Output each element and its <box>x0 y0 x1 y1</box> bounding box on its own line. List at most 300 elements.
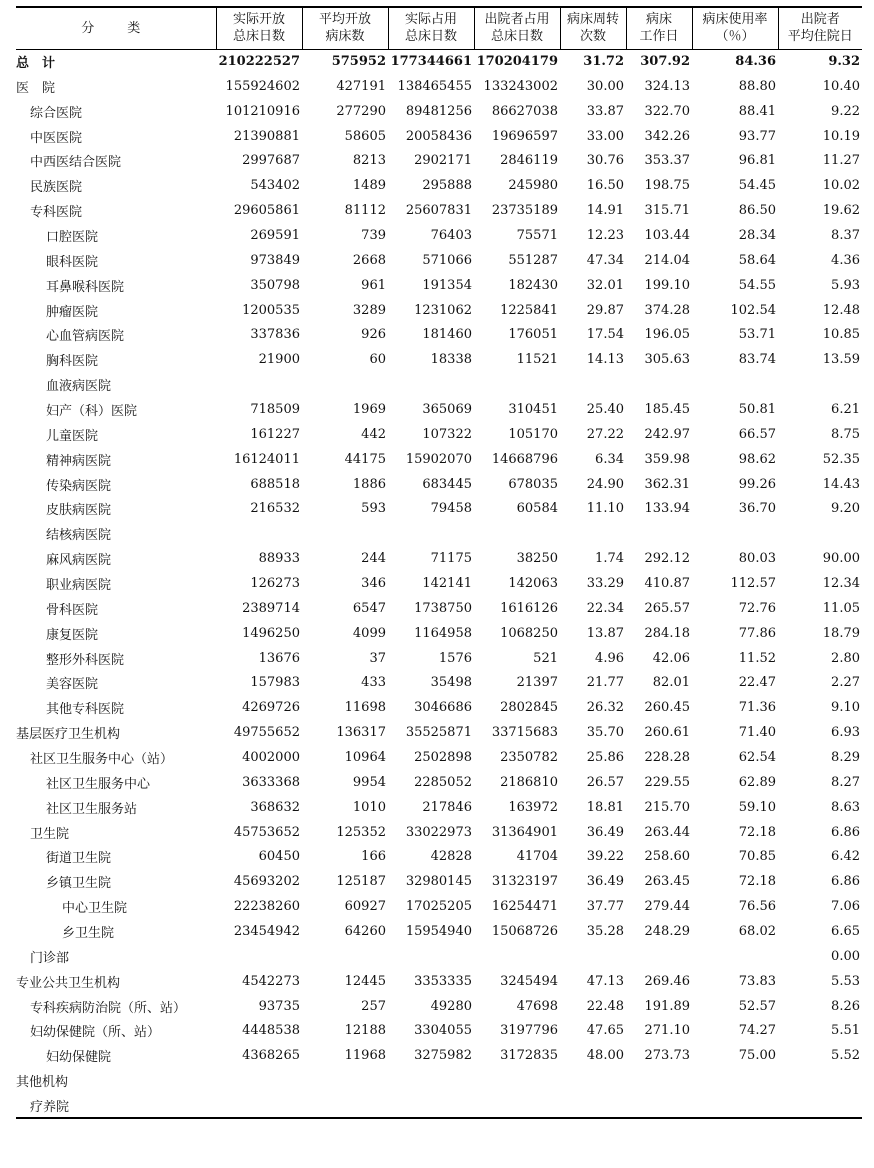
bed-turnover-cell <box>560 372 626 397</box>
hospital-bed-statistics-table <box>16 6 862 1119</box>
header-line: 实际开放 <box>232 12 285 28</box>
discharged-occupied-bed-days-cell: 47698 <box>516 998 558 1014</box>
bed-utilization-rate-cell <box>692 1068 778 1093</box>
actual-occupied-bed-days-cell <box>388 1093 474 1118</box>
bed-utilization-rate-cell: 54.55 <box>738 277 776 293</box>
discharged-occupied-bed-days-cell: 2846119 <box>500 153 558 169</box>
actual-open-bed-days-cell: 1496250 <box>242 625 300 641</box>
category-name: 民族医院 <box>30 180 83 196</box>
table-row <box>16 298 862 323</box>
actual-open-bed-days-cell: 45693202 <box>233 874 300 890</box>
table-row <box>16 173 862 198</box>
bed-working-days-cell: 103.44 <box>644 227 690 243</box>
avg-stay-days-cell: 9.20 <box>831 501 860 517</box>
discharged-occupied-bed-days-cell: 521 <box>533 650 558 666</box>
actual-open-bed-days-cell: 337836 <box>250 327 300 343</box>
actual-open-bed-days-cell: 49755652 <box>233 725 300 741</box>
bed-turnover-cell: 14.91 <box>586 203 624 219</box>
actual-occupied-bed-days-cell: 2902171 <box>414 153 472 169</box>
avg-stay-days-cell: 7.06 <box>831 899 860 915</box>
table-row <box>16 148 862 173</box>
actual-open-bed-days-cell: 101210916 <box>225 103 300 119</box>
bed-turnover-cell: 32.01 <box>586 277 624 293</box>
actual-open-bed-days-cell: 973849 <box>250 252 300 268</box>
category-name: 美容医院 <box>46 677 99 693</box>
avg-stay-days-cell: 11.05 <box>822 600 860 616</box>
table-row <box>16 820 862 845</box>
table-row <box>16 223 862 248</box>
bed-working-days-cell: 263.45 <box>644 874 690 890</box>
category-name: 皮肤病医院 <box>46 503 112 519</box>
avg-open-beds-cell: 11698 <box>344 700 386 716</box>
category-name: 结核病医院 <box>46 528 112 544</box>
table-row <box>16 994 862 1019</box>
actual-open-bed-days-cell: 21900 <box>258 352 300 368</box>
actual-open-bed-days-cell: 718509 <box>250 401 300 417</box>
table-row <box>16 99 862 124</box>
actual-occupied-bed-days-cell <box>388 372 474 397</box>
bed-working-days-cell <box>626 1093 692 1118</box>
bed-turnover-cell: 12.23 <box>586 227 624 243</box>
discharged-occupied-bed-days-cell: 176051 <box>508 327 558 343</box>
bed-turnover-cell: 26.57 <box>586 774 624 790</box>
bed-working-days-cell: 199.10 <box>644 277 690 293</box>
bed-turnover-cell: 16.50 <box>586 178 624 194</box>
bed-utilization-rate-cell: 72.18 <box>738 874 776 890</box>
bed-utilization-rate-cell: 112.57 <box>730 575 776 591</box>
actual-occupied-bed-days-cell: 32980145 <box>405 874 472 890</box>
actual-open-bed-days-cell: 4002000 <box>242 749 300 765</box>
actual-occupied-bed-days-cell: 295888 <box>422 178 472 194</box>
table-row <box>16 720 862 745</box>
actual-open-bed-days-cell: 2997687 <box>242 153 300 169</box>
bed-working-days-cell: 214.04 <box>644 252 690 268</box>
avg-open-beds-cell: 136317 <box>336 725 386 741</box>
category-name: 心血管病医院 <box>46 329 125 345</box>
table-row <box>16 894 862 919</box>
actual-occupied-bed-days-cell: 15954940 <box>405 924 472 939</box>
discharged-occupied-bed-days-cell: 33715683 <box>491 725 558 741</box>
avg-stay-days-cell: 13.59 <box>822 352 860 368</box>
header-line: 总床日数 <box>232 29 285 45</box>
bed-working-days-cell: 307.92 <box>640 54 690 70</box>
actual-occupied-bed-days-cell: 33022973 <box>405 824 472 840</box>
bed-utilization-rate-cell: 36.70 <box>738 501 776 517</box>
bed-utilization-rate-cell: 84.36 <box>735 54 776 70</box>
avg-open-beds-cell: 1969 <box>352 401 386 417</box>
table-row <box>16 496 862 521</box>
actual-open-bed-days-cell: 45753652 <box>233 824 300 840</box>
category-header <box>16 7 216 49</box>
bed-utilization-rate-cell: 75.00 <box>738 1048 776 1064</box>
avg-stay-days-cell: 8.63 <box>831 799 860 815</box>
bed-utilization-rate-cell <box>692 372 778 397</box>
actual-occupied-bed-days-cell <box>388 1068 474 1093</box>
bed-turnover-cell: 27.22 <box>586 426 624 442</box>
header-line: （％） <box>715 29 755 45</box>
table-row <box>16 1019 862 1044</box>
discharged-occupied-bed-days-cell: 3172835 <box>500 1048 558 1064</box>
avg-open-beds-cell: 9954 <box>352 774 386 790</box>
avg-stay-days-cell: 5.51 <box>831 1023 860 1039</box>
discharged-occupied-bed-days-cell: 60584 <box>516 501 558 517</box>
actual-open-bed-days-cell: 155924602 <box>225 78 300 94</box>
table-header-row <box>16 7 862 49</box>
table-row <box>16 198 862 223</box>
bed-turnover-cell: 29.87 <box>586 302 624 318</box>
discharged-occupied-bed-days-cell <box>474 521 560 546</box>
bed-utilization-rate-cell: 98.62 <box>738 451 776 467</box>
discharged-occupied-bed-days-cell: 3245494 <box>500 973 558 989</box>
avg-open-beds-cell: 257 <box>361 998 386 1014</box>
actual-open-bed-days-cell: 23454942 <box>233 924 300 939</box>
actual-occupied-bed-days-cell: 15902070 <box>405 451 472 467</box>
bed-working-days-cell: 229.55 <box>644 774 690 790</box>
avg-stay-days-cell: 0.00 <box>831 948 860 964</box>
table-row <box>16 745 862 770</box>
bed-turnover-cell: 35.70 <box>586 725 624 741</box>
bed-working-days-cell: 362.31 <box>644 476 690 492</box>
bed-utilization-rate-cell <box>692 944 778 969</box>
category-name: 胸科医院 <box>46 354 99 370</box>
actual-open-bed-days-cell: 368632 <box>250 799 300 815</box>
avg-open-beds-header <box>302 7 388 49</box>
actual-open-bed-days-cell: 93735 <box>258 998 300 1014</box>
bed-turnover-cell: 17.54 <box>586 327 624 343</box>
avg-open-beds-cell: 81112 <box>344 203 386 219</box>
table-row <box>16 1068 862 1093</box>
discharged-occupied-bed-days-cell: 142063 <box>508 575 558 591</box>
avg-stay-days-cell: 5.93 <box>831 277 860 293</box>
category-name: 医 院 <box>16 80 56 96</box>
avg-stay-days-cell: 5.53 <box>831 973 860 989</box>
table-row <box>16 422 862 447</box>
avg-open-beds-cell: 427191 <box>336 78 386 94</box>
bed-utilization-rate-cell: 53.71 <box>738 327 776 343</box>
discharged-occupied-bed-days-cell: 163972 <box>508 799 558 815</box>
avg-stay-days-cell <box>778 1093 862 1118</box>
bed-turnover-cell: 31.72 <box>583 54 624 70</box>
bed-turnover-cell: 13.87 <box>586 625 624 641</box>
actual-occupied-bed-days-header <box>388 7 474 49</box>
avg-stay-days-cell: 9.32 <box>828 54 860 70</box>
avg-stay-days-cell: 8.29 <box>831 749 860 765</box>
avg-stay-days-cell: 6.93 <box>831 725 860 741</box>
bed-utilization-rate-cell: 88.41 <box>738 103 776 119</box>
bed-utilization-rate-header <box>692 7 778 49</box>
actual-open-bed-days-cell: 21390881 <box>233 128 300 144</box>
avg-stay-days-cell: 10.40 <box>822 78 860 94</box>
bed-working-days-cell: 258.60 <box>644 849 690 865</box>
bed-turnover-cell: 18.81 <box>586 799 624 815</box>
avg-open-beds-cell: 11968 <box>344 1048 386 1064</box>
actual-open-bed-days-cell: 210222527 <box>218 54 300 70</box>
category-name: 妇幼保健院（所、站） <box>30 1025 161 1041</box>
category-name: 口腔医院 <box>46 229 99 245</box>
table-row <box>16 273 862 298</box>
avg-open-beds-cell: 125352 <box>336 824 386 840</box>
avg-stay-days-cell: 6.86 <box>831 874 860 890</box>
discharged-occupied-bed-days-cell: 1616126 <box>500 600 558 616</box>
avg-open-beds-cell: 6547 <box>352 600 386 616</box>
bed-utilization-rate-cell: 50.81 <box>738 401 776 417</box>
actual-occupied-bed-days-cell: 49280 <box>430 998 472 1014</box>
table-row <box>16 347 862 372</box>
avg-open-beds-cell: 37 <box>369 650 386 666</box>
avg-stay-days-cell: 6.86 <box>831 824 860 840</box>
table-row <box>16 1043 862 1068</box>
avg-stay-days-cell: 12.48 <box>822 302 860 318</box>
discharged-occupied-bed-days-cell: 182430 <box>508 277 558 293</box>
actual-occupied-bed-days-cell: 35498 <box>430 675 472 691</box>
bed-turnover-cell: 25.40 <box>586 401 624 417</box>
bed-utilization-rate-cell <box>692 1093 778 1118</box>
avg-open-beds-cell <box>302 944 388 969</box>
category-name: 专科医院 <box>30 205 83 221</box>
actual-open-bed-days-cell: 126273 <box>250 575 300 591</box>
bed-turnover-cell <box>560 521 626 546</box>
category-name: 社区卫生服务中心 <box>46 776 151 792</box>
bed-utilization-rate-cell: 54.45 <box>738 178 776 194</box>
actual-occupied-bed-days-cell: 71175 <box>430 551 472 567</box>
bed-utilization-rate-cell: 72.76 <box>738 600 776 616</box>
bed-working-days-cell: 410.87 <box>644 575 690 591</box>
bed-turnover-cell: 22.34 <box>586 600 624 616</box>
avg-open-beds-cell: 166 <box>361 849 386 865</box>
table-row <box>16 322 862 347</box>
table-row <box>16 124 862 149</box>
table-row <box>16 521 862 546</box>
bed-utilization-rate-cell <box>692 521 778 546</box>
bed-utilization-rate-cell: 71.36 <box>738 700 776 716</box>
table-row <box>16 596 862 621</box>
bed-working-days-cell: 260.45 <box>644 700 690 716</box>
bed-turnover-cell: 30.00 <box>586 78 624 94</box>
bed-working-days-cell: 228.28 <box>644 749 690 765</box>
bed-utilization-rate-cell: 83.74 <box>738 352 776 368</box>
table-row <box>16 845 862 870</box>
header-line: 实际占用 <box>404 12 457 28</box>
category-name: 乡镇卫生院 <box>46 876 112 892</box>
avg-open-beds-cell: 3289 <box>352 302 386 318</box>
avg-stay-days-cell: 10.19 <box>822 128 860 144</box>
header-line: 工作日 <box>639 29 679 45</box>
avg-open-beds-cell: 926 <box>361 327 386 343</box>
actual-open-bed-days-cell: 269591 <box>250 227 300 243</box>
bed-turnover-cell: 6.34 <box>595 451 624 467</box>
table-row <box>16 546 862 571</box>
actual-occupied-bed-days-cell: 35525871 <box>405 725 472 741</box>
actual-occupied-bed-days-cell: 3275982 <box>414 1048 472 1064</box>
category-name: 整形外科医院 <box>46 652 125 668</box>
actual-occupied-bed-days-cell: 142141 <box>422 575 472 591</box>
bed-working-days-cell: 374.28 <box>644 302 690 318</box>
actual-occupied-bed-days-cell: 571066 <box>422 252 472 268</box>
discharged-occupied-bed-days-cell: 678035 <box>508 476 558 492</box>
bed-turnover-cell: 4.96 <box>595 650 624 666</box>
avg-open-beds-cell: 1010 <box>352 799 386 815</box>
category-name: 乡卫生院 <box>62 926 115 941</box>
category-name: 儿童医院 <box>46 428 99 444</box>
table-row <box>16 1093 862 1118</box>
bed-utilization-rate-cell: 99.26 <box>738 476 776 492</box>
discharged-occupied-bed-days-cell: 105170 <box>508 426 558 442</box>
bed-working-days-cell: 42.06 <box>652 650 690 666</box>
discharged-occupied-bed-days-cell <box>474 372 560 397</box>
bed-turnover-cell <box>560 1068 626 1093</box>
actual-open-bed-days-cell <box>216 1068 302 1093</box>
actual-open-bed-days-cell: 16124011 <box>233 451 300 467</box>
actual-open-bed-days-cell: 4368265 <box>242 1048 300 1064</box>
category-name: 专业公共卫生机构 <box>16 975 121 991</box>
bed-turnover-cell: 36.49 <box>586 874 624 890</box>
bed-utilization-rate-cell: 52.57 <box>738 998 776 1014</box>
avg-stay-days-cell: 8.75 <box>831 426 860 442</box>
bed-turnover-cell: 21.77 <box>586 675 624 691</box>
table-row <box>16 472 862 497</box>
bed-working-days-cell: 191.89 <box>644 998 690 1014</box>
discharged-occupied-bed-days-cell: 3197796 <box>500 1023 558 1039</box>
avg-open-beds-cell: 277290 <box>336 103 386 119</box>
bed-turnover-header <box>560 7 626 49</box>
discharged-occupied-bed-days-cell: 15068726 <box>491 924 558 939</box>
table-row <box>16 571 862 596</box>
bed-working-days-cell: 359.98 <box>644 451 690 467</box>
discharged-occupied-bed-days-cell: 170204179 <box>476 54 558 70</box>
avg-stay-days-cell: 14.43 <box>822 476 860 492</box>
avg-stay-days-cell <box>778 1068 862 1093</box>
avg-stay-days-cell: 4.36 <box>831 252 860 268</box>
header-line: 出院者 <box>800 12 840 28</box>
bed-working-days-cell: 279.44 <box>644 899 690 915</box>
category-name: 康复医院 <box>46 627 99 643</box>
bed-working-days-cell: 265.57 <box>644 600 690 616</box>
header-line: 总床日数 <box>404 29 457 45</box>
table-row <box>16 372 862 397</box>
discharged-occupied-bed-days-cell: 14668796 <box>491 451 558 467</box>
bed-working-days-cell <box>626 521 692 546</box>
actual-occupied-bed-days-cell: 17025205 <box>405 899 472 915</box>
bed-working-days-cell: 324.13 <box>644 78 690 94</box>
bed-turnover-cell <box>560 1093 626 1118</box>
bed-turnover-cell: 30.76 <box>586 153 624 169</box>
discharged-occupied-bed-days-cell: 86627038 <box>491 103 558 119</box>
avg-stay-days-cell: 12.34 <box>822 575 860 591</box>
bed-turnover-cell: 25.86 <box>586 749 624 765</box>
bed-utilization-rate-cell: 86.50 <box>738 203 776 219</box>
actual-open-bed-days-cell: 13676 <box>258 650 300 666</box>
category-name: 疗养院 <box>16 1093 216 1118</box>
table-row <box>16 248 862 273</box>
table-row <box>16 447 862 472</box>
category-name: 社区卫生服务中心（站） <box>30 751 174 767</box>
avg-open-beds-cell: 4099 <box>352 625 386 641</box>
discharged-occupied-bed-days-cell: 1068250 <box>500 625 558 641</box>
bed-working-days-cell: 242.97 <box>644 426 690 442</box>
avg-open-beds-cell <box>302 1093 388 1118</box>
avg-open-beds-cell: 8213 <box>352 153 386 169</box>
actual-open-bed-days-cell: 688518 <box>250 476 300 492</box>
avg-stay-days-cell: 8.27 <box>831 774 860 790</box>
actual-occupied-bed-days-cell: 3304055 <box>414 1023 472 1039</box>
category-name: 总 计 <box>16 56 56 72</box>
actual-open-bed-days-cell: 1200535 <box>242 302 300 318</box>
category-name: 中心卫生院 <box>62 901 128 917</box>
avg-stay-days-cell <box>778 372 862 397</box>
bed-working-days-cell: 263.44 <box>644 824 690 840</box>
avg-open-beds-cell: 60 <box>369 352 386 368</box>
actual-occupied-bed-days-cell: 181460 <box>422 327 472 343</box>
bed-utilization-rate-cell: 22.47 <box>738 675 776 691</box>
actual-open-bed-days-cell: 4448538 <box>242 1023 300 1039</box>
bed-working-days-cell: 82.01 <box>652 675 690 691</box>
bed-working-days-cell <box>626 944 692 969</box>
actual-occupied-bed-days-cell: 1576 <box>438 650 472 666</box>
header-line: 次数 <box>579 29 606 45</box>
avg-open-beds-cell: 346 <box>361 575 386 591</box>
bed-turnover-cell: 33.87 <box>586 103 624 119</box>
table-row <box>16 74 862 99</box>
avg-open-beds-cell: 10964 <box>344 749 386 765</box>
table-row <box>16 695 862 720</box>
bed-turnover-cell: 48.00 <box>586 1048 624 1064</box>
bed-working-days-cell: 305.63 <box>644 352 690 368</box>
avg-open-beds-cell: 58605 <box>344 128 386 144</box>
avg-open-beds-cell: 739 <box>361 227 386 243</box>
discharged-occupied-bed-days-cell: 16254471 <box>491 899 558 915</box>
bed-working-days-cell: 248.29 <box>644 924 690 939</box>
avg-stay-days-cell: 2.27 <box>831 675 860 691</box>
actual-occupied-bed-days-cell: 76403 <box>430 227 472 243</box>
actual-open-bed-days-cell: 161227 <box>250 426 300 442</box>
avg-open-beds-cell: 442 <box>361 426 386 442</box>
avg-open-beds-cell: 244 <box>361 551 386 567</box>
bed-utilization-rate-cell: 72.18 <box>738 824 776 840</box>
bed-turnover-cell: 26.32 <box>586 700 624 716</box>
category-name: 专科疾病防治院（所、站） <box>30 1000 187 1016</box>
category-name: 血液病医院 <box>46 379 112 395</box>
category-name: 其他专科医院 <box>46 702 125 718</box>
avg-open-beds-cell: 12445 <box>344 973 386 989</box>
bed-utilization-rate-cell: 70.85 <box>738 849 776 865</box>
bed-utilization-rate-cell: 68.02 <box>738 924 776 939</box>
bed-utilization-rate-cell: 66.57 <box>738 426 776 442</box>
table-row <box>16 670 862 695</box>
bed-utilization-rate-cell: 28.34 <box>738 227 776 243</box>
discharged-occupied-bed-days-cell: 551287 <box>508 252 558 268</box>
bed-working-days-cell: 260.61 <box>644 725 690 741</box>
actual-open-bed-days-cell: 4542273 <box>242 973 300 989</box>
bed-working-days-cell: 315.71 <box>644 203 690 219</box>
bed-utilization-rate-cell: 62.89 <box>738 774 776 790</box>
header-line: 分 类 <box>81 20 151 36</box>
category-name: 卫生院 <box>30 826 70 842</box>
discharged-occupied-bed-days-cell <box>474 1068 560 1093</box>
actual-open-bed-days-cell: 60450 <box>258 849 300 865</box>
discharged-occupied-bed-days-cell: 23735189 <box>491 203 558 219</box>
bed-working-days-cell: 342.26 <box>644 128 690 144</box>
bed-working-days-cell: 215.70 <box>644 799 690 815</box>
avg-open-beds-cell: 60927 <box>344 899 386 915</box>
category-name: 骨科医院 <box>46 602 99 618</box>
avg-stay-days-cell <box>778 521 862 546</box>
table-row <box>16 919 862 944</box>
bed-utilization-rate-cell: 59.10 <box>738 799 776 815</box>
statistics-table-container <box>16 6 862 1119</box>
actual-open-bed-days-cell: 157983 <box>250 675 300 691</box>
bed-working-days-cell: 273.73 <box>644 1048 690 1064</box>
bed-utilization-rate-cell: 71.40 <box>738 725 776 741</box>
